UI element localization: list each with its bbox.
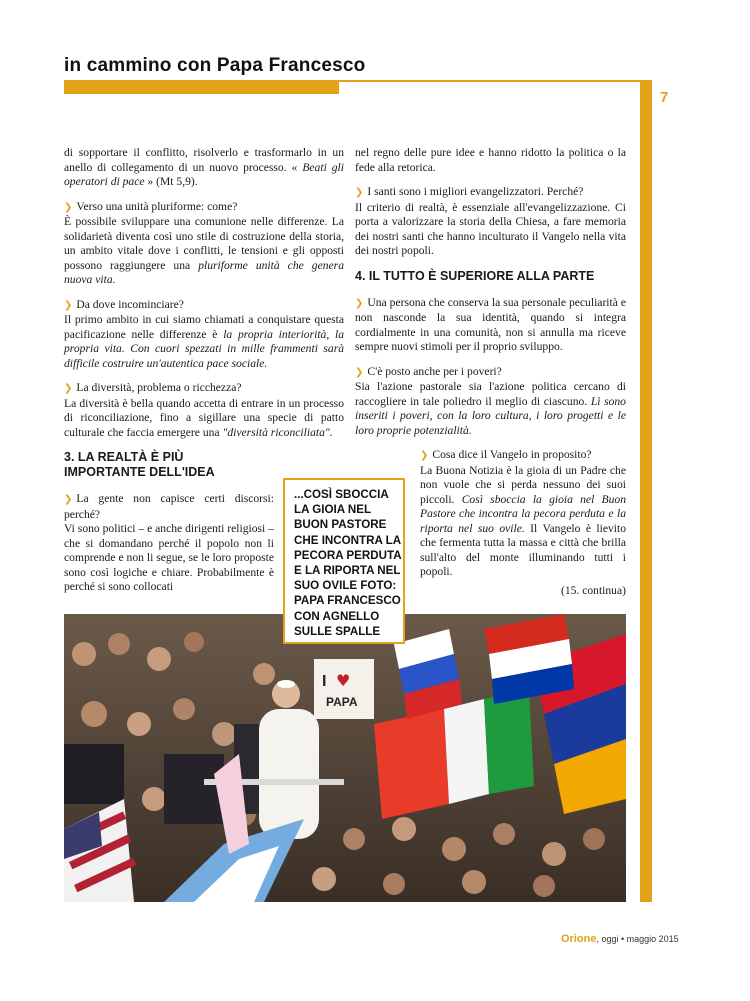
section-heading: 4. IL TUTTO È SUPERIORE ALLA PARTE: [355, 268, 595, 283]
qa-block: ❯ C'è posto anche per i poveri? Sia l'azione pastorale sia l'azione politica cercano di raccogliere in tale poliedro il meglio di ciascuno. Lì sono inseriti i poveri, con la loro cultura, i loro progetti e le loro proprie potenzialità.: [355, 365, 626, 439]
footer-issue: , oggi • maggio 2015: [596, 934, 679, 944]
footer: [561, 933, 679, 945]
photo-illustration: [64, 614, 626, 902]
section-heading: 3. LA REALTÀ È PIÙ IMPORTANTE DELL'IDEA: [64, 450, 215, 479]
qa-block: ❯ La diversità, problema o ricchezza? La diversità è bella quando accetta di entrare in un processo di riconciliazione, fino a sigillare una specie di patto culturale che faccia emergere una "diversità riconciliata".: [64, 381, 344, 440]
qa-block: ❯ Verso una unità pluriforme: come? È possibile sviluppare una comunione nelle differenze. La solidarietà diventa così uno stile di costruzione della storia, un ambito vitale dove i conflitti, le tensioni e gli opposti possono raggiungere una pluriforme unità che genera nuova vita.: [64, 200, 344, 288]
question: ❯ Da dove incominciare?: [64, 298, 344, 314]
footer-brand: Orione: [561, 933, 597, 945]
qa-block: ❯ La gente non capisce certi discorsi: perché? Vi sono politici – e anche dirigenti religiosi – che si domandano perché il popolo non li comprende e non li segue, se le loro proposte sono così logiche e chiare. Probabilmente è perché si sono collocati: [64, 492, 274, 595]
qa-block: ❯ I santi sono i migliori evangelizzatori. Perché? Il criterio di realtà, è essenziale all'evangelizzazione. Ci porta a valorizzare la storia della Chiesa, a fare memoria dei nostri santi che hanno inculturato il Vangelo nella vita dei nostri popoli.: [355, 185, 626, 259]
pope-figure: [259, 709, 319, 839]
heart-icon: ♥: [336, 671, 351, 690]
photo-caption-callout: ...COSÌ SBOCCIA LA GIOIA NEL BUON PASTORE CHE INCONTRA LA PECORA PERDUTA E LA RIPORTA NEL SUO OVILE FOTO: PAPA FRANCESCO CON AGNELLO SULLE SPALLE: [283, 478, 405, 644]
qa-block: ❯ Da dove incominciare? Il primo ambito in cui siamo chiamati a conquistare questa pacificazione nelle differenze è la propria interiorità, la propria vita. Con cuori spezzati in mille frammenti sarà difficile costruire un'autentica pace sociale.: [64, 298, 344, 372]
sign-text: PAPA: [326, 695, 358, 709]
side-accent-bar: [640, 80, 652, 902]
question: ❯ Cosa dice il Vangelo in proposito?: [420, 448, 626, 464]
question: ❯ La gente non capisce certi discorsi: perché?: [64, 492, 274, 522]
paragraph: nel regno delle pure idee e hanno ridotto la politica o la fede alla retorica.: [355, 146, 626, 174]
paragraph: di sopportare il conflitto, risolverlo e trasformarlo in un anello di collegamento di un nuovo processo. « Beati gli operatori di pace » (Mt 5,9).: [64, 146, 344, 188]
header-accent-bar: [64, 80, 339, 94]
qa-block: ❯ Cosa dice il Vangelo in proposito? La Buona Notizia è la gioia di un Padre che non vuole che si perda nessuno dei suoi piccoli. Così sboccia la gioia nel Buon Pastore che incontra la pecora perduta e la riporta nel suo ovile. Il Vangelo è lievito che fermenta tutta la massa e città che brilla sull'alto del monte illuminando tutti i popoli. (15. continua): [420, 448, 626, 598]
header-rule: [64, 80, 640, 82]
question: ❯ Verso una unità pluriforme: come?: [64, 200, 344, 216]
flag-paraguay: [484, 614, 574, 704]
question: ❯ Una persona che conserva la sua personale peculiarità e non nasconde la sua identità, quando si integra cordialmente in una comunità, non si annulla ma riceve sempre nuovi stimoli per il proprio sviluppo.: [355, 296, 626, 354]
qa-block: [355, 296, 626, 355]
page-number: 7: [660, 89, 669, 106]
question: ❯ I santi sono i migliori evangelizzatori. Perché?: [355, 185, 626, 201]
continued-note: (15. continua): [560, 583, 626, 597]
photo-pope-crowd: [64, 614, 626, 902]
question: ❯ C'è posto anche per i poveri?: [355, 365, 626, 381]
header-title: in cammino con Papa Francesco: [64, 55, 366, 76]
sign-heart-text: I: [322, 673, 327, 690]
question: ❯ La diversità, problema o ricchezza?: [64, 381, 344, 397]
